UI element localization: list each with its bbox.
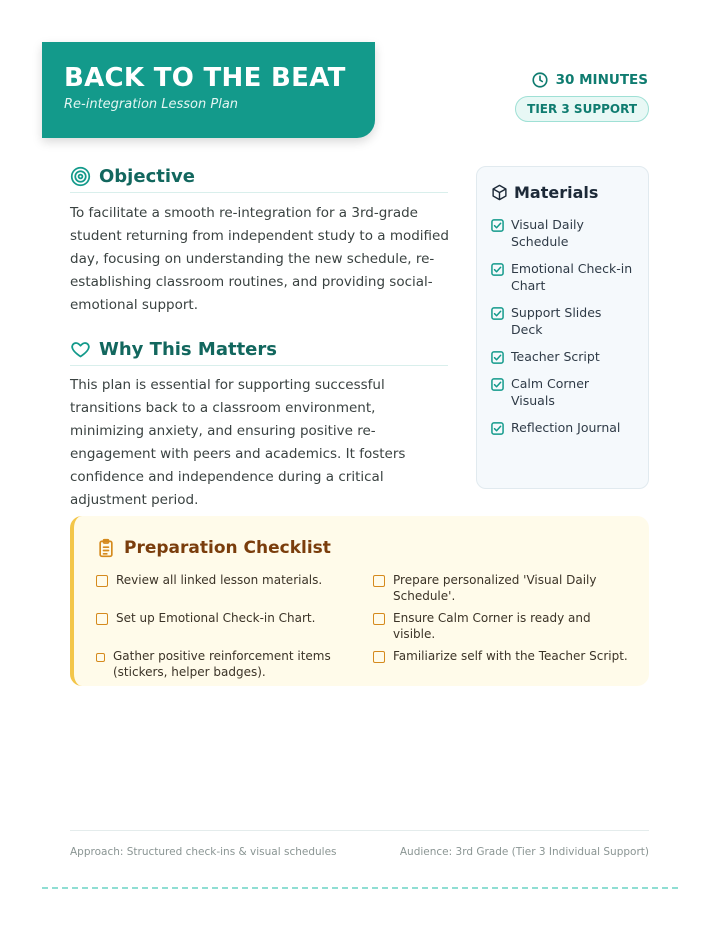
checklist-label: Set up Emotional Check-in Chart. bbox=[116, 611, 316, 625]
materials-heading bbox=[491, 183, 634, 202]
header-banner bbox=[42, 42, 375, 138]
checklist-label: Familiarize self with the Teacher Script. bbox=[393, 649, 628, 663]
checklist-label: Ensure Calm Corner is ready and visible. bbox=[393, 611, 591, 641]
checkbox-empty-icon[interactable] bbox=[96, 575, 108, 587]
material-item bbox=[491, 375, 634, 409]
checklist-label: Gather positive reinforcement items (stickers, helper badges). bbox=[113, 649, 331, 679]
tier-badge: TIER 3 SUPPORT bbox=[515, 96, 649, 122]
material-label: Emotional Check-in Chart bbox=[511, 261, 633, 293]
footer-approach: Approach: Structured check-ins & visual schedules bbox=[70, 846, 337, 858]
why-title: Why This Matters bbox=[99, 339, 277, 360]
why-heading bbox=[70, 339, 448, 366]
material-label: Reflection Journal bbox=[511, 420, 621, 435]
duration-label bbox=[531, 71, 648, 89]
dashed-divider bbox=[42, 887, 678, 889]
checkbox-checked-icon bbox=[491, 219, 504, 232]
material-item bbox=[491, 260, 634, 294]
checkbox-checked-icon bbox=[491, 422, 504, 435]
materials-title: Materials bbox=[514, 183, 599, 202]
duration-text: 30 MINUTES bbox=[555, 72, 648, 88]
material-item bbox=[491, 216, 634, 250]
checkbox-empty-icon[interactable] bbox=[373, 575, 385, 587]
checkbox-empty-icon[interactable] bbox=[96, 653, 105, 662]
checkbox-empty-icon[interactable] bbox=[96, 613, 108, 625]
materials-card bbox=[476, 166, 649, 489]
checkbox-checked-icon bbox=[491, 378, 504, 391]
material-item bbox=[491, 348, 634, 365]
objective-title: Objective bbox=[99, 166, 195, 187]
why-text: This plan is essential for supporting successful transitions back to a classroom environment, minimizing anxiety, and ensuring positive re-engagement with peers and academics. It fosters confidence and independence during a critical adjustment period. bbox=[70, 377, 406, 508]
checklist-item[interactable] bbox=[373, 648, 633, 680]
checklist-label: Prepare personalized 'Visual Daily Schedule'. bbox=[393, 573, 597, 603]
preparation-card bbox=[70, 516, 649, 686]
material-label: Support Slides Deck bbox=[511, 305, 602, 337]
target-icon bbox=[70, 166, 91, 187]
checkbox-empty-icon[interactable] bbox=[373, 651, 385, 663]
page-subtitle: Re-integration Lesson Plan bbox=[64, 97, 239, 112]
checkbox-empty-icon[interactable] bbox=[373, 613, 385, 625]
footer bbox=[70, 830, 649, 858]
checklist-item[interactable] bbox=[373, 610, 633, 642]
checklist-item[interactable] bbox=[96, 610, 373, 642]
page-title: BACK TO THE BEAT bbox=[64, 63, 346, 93]
material-label: Calm Corner Visuals bbox=[511, 376, 590, 408]
checkbox-checked-icon bbox=[491, 263, 504, 276]
heart-icon bbox=[70, 339, 91, 360]
material-label: Visual Daily Schedule bbox=[511, 217, 584, 249]
box-icon bbox=[491, 184, 508, 201]
material-item bbox=[491, 419, 634, 436]
checklist-label: Review all linked lesson materials. bbox=[116, 573, 323, 587]
objective-heading bbox=[70, 166, 448, 193]
checklist-item[interactable] bbox=[373, 572, 633, 604]
clock-icon bbox=[531, 71, 549, 89]
material-item bbox=[491, 304, 634, 338]
objective-text: To facilitate a smooth re-integration for a 3rd-grade student returning from independent study to a modified day, focusing on understanding the new schedule, re-establishing classroom routines, and providing social-emotional support. bbox=[70, 205, 449, 313]
footer-audience: Audience: 3rd Grade (Tier 3 Individual Support) bbox=[399, 846, 649, 858]
clipboard-icon bbox=[96, 538, 116, 558]
checklist-item[interactable] bbox=[96, 572, 373, 604]
checkbox-checked-icon bbox=[491, 351, 504, 364]
preparation-heading bbox=[96, 538, 625, 558]
checklist-item[interactable] bbox=[96, 648, 373, 680]
preparation-title: Preparation Checklist bbox=[124, 538, 331, 558]
preparation-list bbox=[96, 572, 628, 680]
checkbox-checked-icon bbox=[491, 307, 504, 320]
material-label: Teacher Script bbox=[511, 349, 600, 364]
